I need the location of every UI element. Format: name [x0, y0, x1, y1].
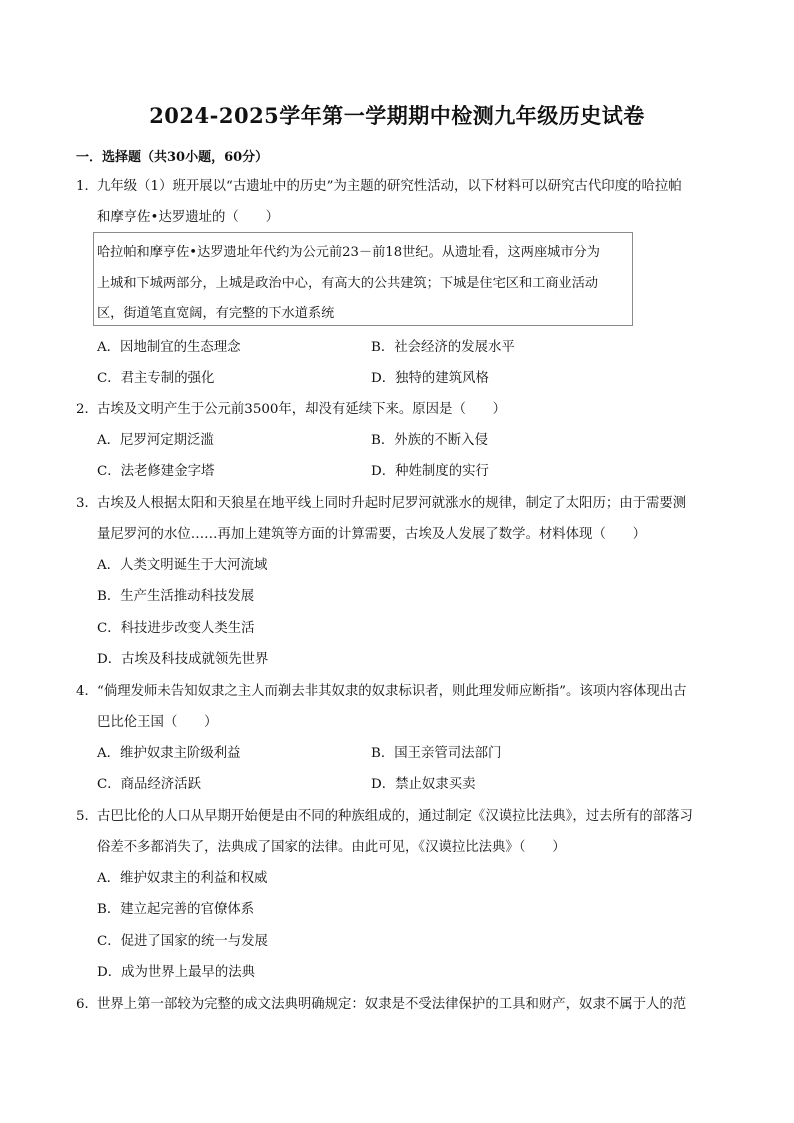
option-a: A．因地制宜的生态理念 [97, 340, 241, 355]
question-number: 3． [76, 496, 98, 511]
option-c: C．君主专制的强化 [97, 371, 215, 386]
option-b: B．外族的不断入侵 [371, 433, 488, 448]
option-a: A．维护奴隶主的利益和权威 [97, 871, 268, 886]
option-d: D．独特的建筑风格 [371, 371, 489, 386]
question-text: “倘理发师未告知奴隶之主人而剃去非其奴隶的奴隶标识者，则此理发师应断指”。该项内容体现出古 [97, 684, 687, 699]
question-text: 九年级（1）班开展以“古遗址中的历史”为主题的研究性活动，以下材料可以研究古代印度的哈拉帕 [97, 179, 682, 194]
question-text: 巴比伦王国（ ） [97, 715, 218, 730]
material-text: 哈拉帕和摩亨佐•达罗遗址年代约为公元前23－前18世纪。从遗址看，这两座城市分为 [97, 245, 600, 260]
question-text: 古巴比伦的人口从早期开始便是由不同的种族组成的，通过制定《汉谟拉比法典》，过去所有的部落习 [97, 809, 693, 824]
option-c: C．法老修建金字塔 [97, 464, 215, 479]
material-text: 上城和下城两部分，上城是政治中心，有高大的公共建筑；下城是住宅区和工商业活动 [97, 276, 599, 291]
question-text: 世界上第一部较为完整的成文法典明确规定：奴隶是不受法律保护的工具和财产，奴隶不属于人的范 [97, 997, 687, 1012]
option-b: B．生产生活推动科技发展 [97, 589, 255, 604]
option-b: B．国王亲管司法部门 [371, 746, 502, 761]
page-title: 2024-2025学年第一学期期中检测九年级历史试卷 [149, 103, 645, 128]
question-number: 4． [76, 684, 98, 699]
option-d: D．禁止奴隶买卖 [371, 777, 476, 792]
option-a: A．维护奴隶主阶级利益 [97, 746, 241, 761]
question-text: 古埃及文明产生于公元前3500年，却没有延续下来。原因是（ ） [97, 402, 507, 417]
question-number: 6． [76, 997, 98, 1012]
option-b: B．社会经济的发展水平 [371, 340, 515, 355]
question-number: 2． [76, 402, 98, 417]
question-text: 俗差不多都消失了，法典成了国家的法律。由此可见，《汉谟拉比法典》（ ） [97, 840, 566, 855]
option-c: C．科技进步改变人类生活 [97, 621, 255, 636]
question-text: 量尼罗河的水位……再加上建筑等方面的计算需要，古埃及人发展了数学。材料体现（ ） [97, 527, 647, 542]
material-text: 区，街道笔直宽阔，有完整的下水道系统 [97, 306, 335, 321]
option-d: D．成为世界上最早的法典 [97, 965, 256, 980]
option-a: A．尼罗河定期泛滥 [97, 433, 214, 448]
question-number: 1． [76, 179, 98, 194]
option-c: C．促进了国家的统一与发展 [97, 934, 268, 949]
option-b: B．建立起完善的官僚体系 [97, 902, 255, 917]
option-d: D．古埃及科技成就领先世界 [97, 652, 269, 667]
option-d: D．种姓制度的实行 [371, 464, 489, 479]
question-text: 和摩亨佐•达罗遗址的（ ） [97, 210, 279, 225]
option-a: A．人类文明诞生于大河流域 [97, 558, 268, 573]
option-c: C．商品经济活跃 [97, 777, 201, 792]
section-heading: 一．选择题（共30小题，60分） [76, 150, 269, 165]
material-box [93, 232, 633, 326]
question-number: 5． [76, 809, 98, 824]
question-text: 古埃及人根据太阳和天狼星在地平线上同时升起时尼罗河就涨水的规律，制定了太阳历；由于需要测 [97, 496, 687, 511]
